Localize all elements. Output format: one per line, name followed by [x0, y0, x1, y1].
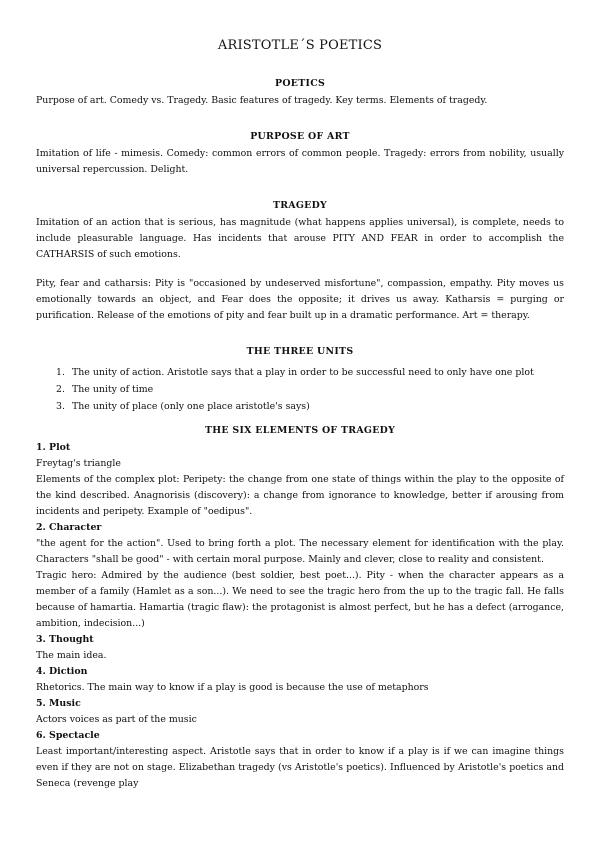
list-item	[56, 398, 564, 415]
list-item-text: The unity of place (only one place aristotle's says)	[72, 401, 310, 412]
list-number: 3.	[56, 401, 65, 412]
character-line-2: Tragic hero: Admired by the audience (best soldier, best poet...). Pity - when the character appears as a member of a family (Hamlet as a son...). We need to see the tragic hero from the up to the tragic fall. He falls because of hamartia. Hamartia (tragic flaw): the protagonist is almost perfect, but he has a defect (arrogance, ambition, indecision...)	[36, 570, 564, 629]
document-title: ARISTOTLE´S POETICS	[217, 38, 383, 53]
list-number: 1.	[56, 367, 65, 378]
section-title-tragedy: TRAGEDY	[272, 200, 328, 211]
thought-line-1: The main idea.	[36, 650, 107, 661]
plot-line-1: Freytag's triangle	[36, 458, 121, 469]
element-title-spectacle: 6. Spectacle	[36, 730, 100, 741]
list-item-text: The unity of time	[72, 384, 154, 395]
section-title-three-units: THE THREE UNITS	[246, 346, 354, 357]
spectacle-line-1: Least important/interesting aspect. Aristotle says that in order to know if a play is if we can imagine things even if they are not on stage. Elizabethan tragedy (vs Aristotle's poetics). Influenced by Aristotle's poetics and Seneca (revenge play	[36, 746, 564, 789]
character-line-1: "the agent for the action". Used to bring forth a plot. The necessary element for identification with the play. Characters "shall be good" - with certain moral purpose. Mainly and clever, close to reality and consistent.	[36, 538, 564, 565]
list-item-text: The unity of action. Aristotle says that a play in order to be successful need to only have one plot	[72, 367, 534, 378]
list-number: 2.	[56, 384, 65, 395]
purpose-of-art-text: Imitation of life - mimesis. Comedy: common errors of common people. Tragedy: errors from nobility, usually universal repercussion. Delight.	[36, 148, 564, 175]
diction-line-1: Rhetorics. The main way to know if a play is good is because the use of metaphors	[36, 682, 429, 693]
element-title-music: 5. Music	[36, 698, 81, 709]
tragedy-paragraph-1: Imitation of an action that is serious, has magnitude (what happens applies universal), is complete, needs to include pleasurable language. Has incidents that arouse PITY AND FEAR in order to accomplish the CATHARSIS of such emotions.	[36, 217, 564, 260]
section-title-six-elements: THE SIX ELEMENTS OF TRAGEDY	[204, 425, 396, 436]
list-item	[56, 364, 564, 381]
section-title-purpose-of-art: PURPOSE OF ART	[250, 131, 350, 142]
element-title-diction: 4. Diction	[36, 666, 88, 677]
music-line-1: Actors voices as part of the music	[36, 714, 197, 725]
three-units-list	[36, 364, 564, 415]
list-item	[56, 381, 564, 398]
poetics-text: Purpose of art. Comedy vs. Tragedy. Basic features of tragedy. Key terms. Elements of tragedy.	[36, 95, 488, 106]
document-page	[36, 38, 564, 792]
element-title-character: 2. Character	[36, 522, 102, 533]
element-title-plot: 1. Plot	[36, 442, 71, 453]
element-title-thought: 3. Thought	[36, 634, 94, 645]
tragedy-paragraph-2: Pity, fear and catharsis: Pity is "occasioned by undeserved misfortune", compassion, empathy. Pity moves us emotionally towards an object, and Fear does the opposite; it drives us away. Katharsis = purging or purification. Release of the emotions of pity and fear built up in a dramatic performance. Art = therapy.	[36, 278, 564, 321]
plot-line-2: Elements of the complex plot: Peripety: the change from one state of things within the play to the opposite of the kind described. Anagnorisis (discovery): a change from ignorance to knowledge, better if arousing from incidents and peripety. Example of "oedipus".	[36, 474, 564, 517]
section-title-poetics: POETICS	[274, 78, 326, 89]
